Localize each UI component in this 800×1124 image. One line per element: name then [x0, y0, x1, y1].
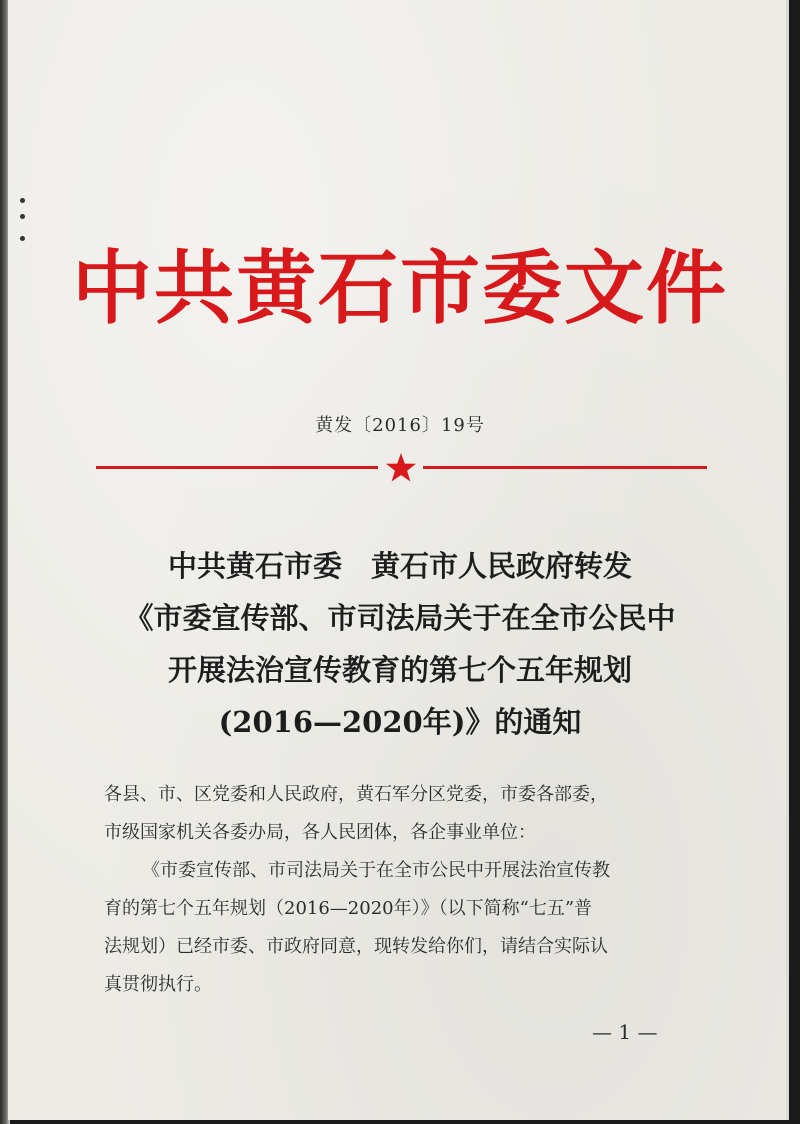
document-title [0, 540, 800, 748]
body-line: 真贯彻执行。 [104, 974, 212, 995]
binding-hole [20, 198, 25, 203]
page-number: — 1 — [592, 1020, 658, 1044]
addressee [104, 776, 694, 852]
document-number: 黄发〔2016〕19号 [315, 415, 485, 436]
addressee-line: 市级国家机关各委办局，各人民团体，各企事业单位： [104, 822, 536, 843]
body-line: 育的第七个五年规划（2016—2020年）》（以下简称“七五”普 [104, 898, 593, 919]
document-body [104, 776, 694, 1004]
title-line: 《市委宣传部、市司法局关于在全市公民中 [124, 601, 676, 635]
body-line: 《市委宣传部、市司法局关于在全市公民中开展法治宣传教 [142, 860, 610, 881]
body-line: 法规划）已经市委、市政府同意，现转发给你们，请结合实际认 [104, 936, 608, 957]
red-rule-right [423, 466, 707, 469]
document-masthead: 中共黄石市委文件 [72, 241, 728, 335]
binding-hole [20, 236, 25, 241]
star-icon [385, 452, 417, 484]
addressee-line: 各县、市、区党委和人民政府，黄石军分区党委，市委各部委， [104, 784, 608, 805]
title-line: 中共黄石市委 黄石市人民政府转发 [167, 549, 632, 583]
red-rule-left [96, 466, 378, 469]
title-line: 开展法治宣传教育的第七个五年规划 [167, 653, 632, 687]
body-paragraph [104, 852, 694, 1004]
title-line: (2016—2020年)》的通知 [218, 705, 582, 739]
binding-hole [20, 214, 25, 219]
